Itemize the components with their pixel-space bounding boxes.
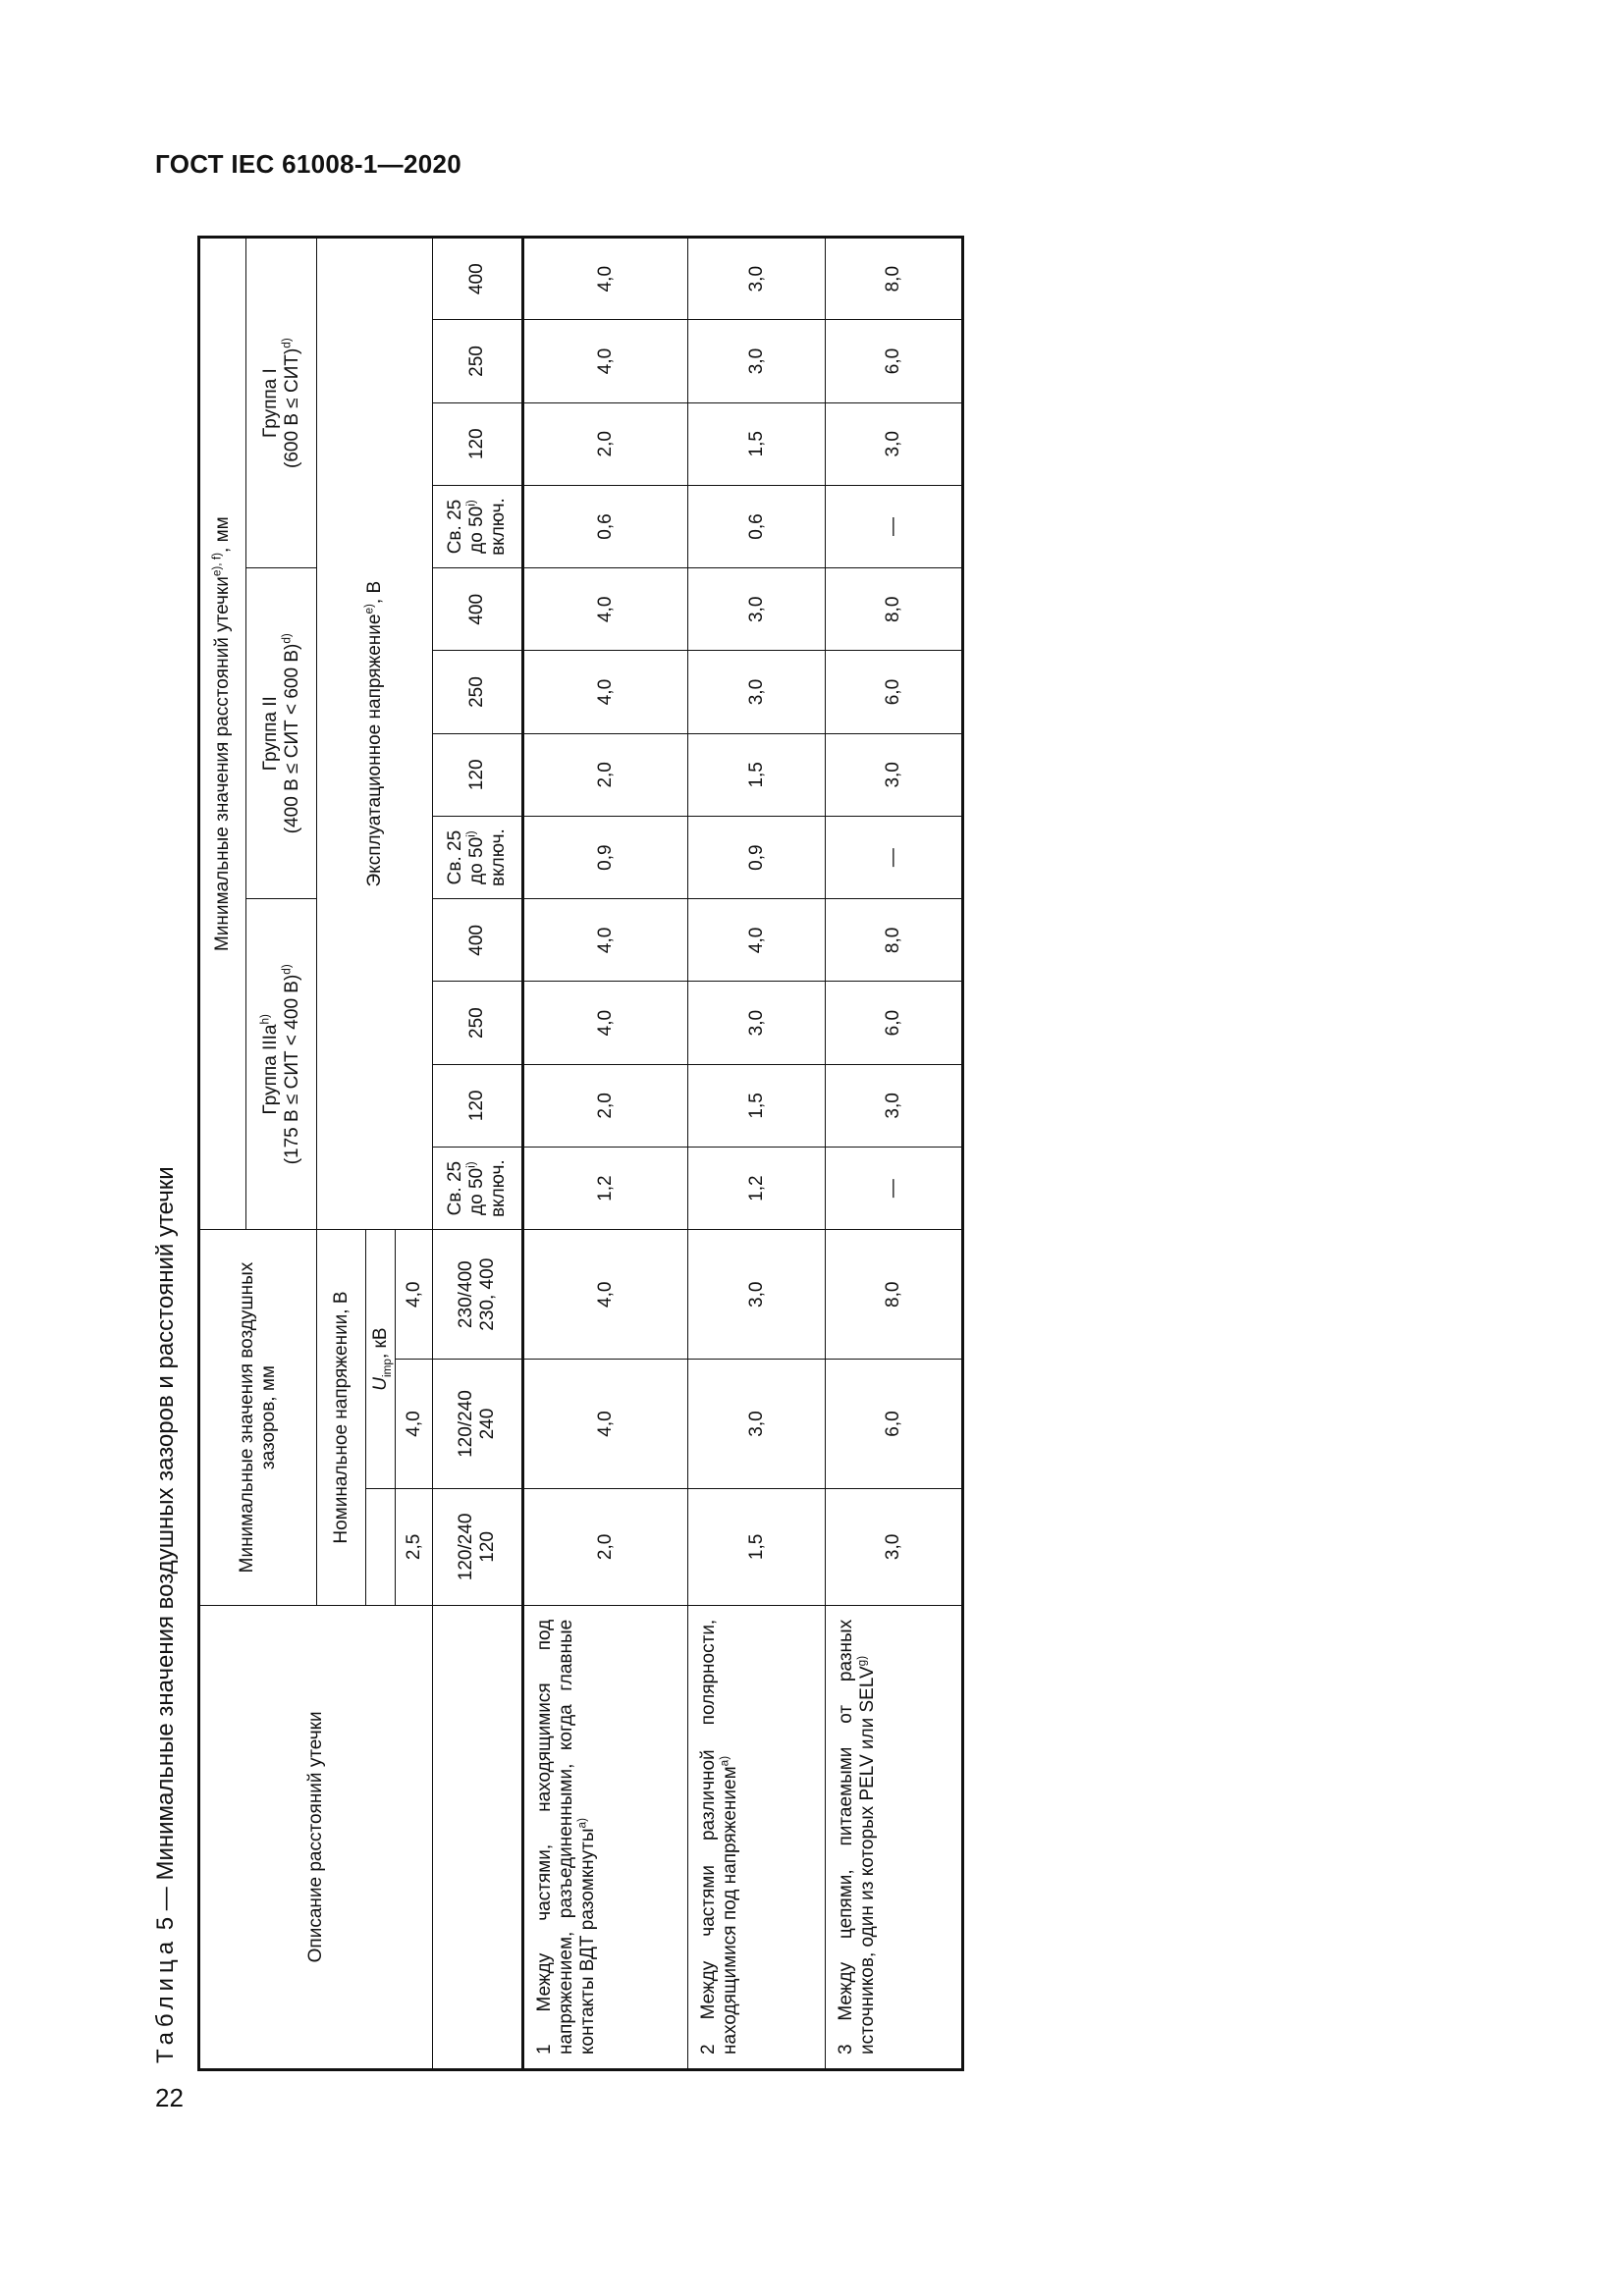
- creepage-value: 2,0: [523, 1064, 688, 1147]
- group-1-name: Группа I: [259, 368, 281, 438]
- creepage-value: 3,0: [688, 320, 826, 402]
- working-col-first-line3: включ.: [487, 498, 509, 556]
- row-description: [688, 1605, 826, 2069]
- working-voltage-text: Эксплуатационное напряжение: [363, 614, 385, 887]
- clearance-value: 8,0: [826, 1230, 963, 1360]
- clearance-value: 2,0: [523, 1488, 688, 1605]
- nominal-value: 230/400 230, 400: [433, 1230, 523, 1360]
- creepage-value: 3,0: [826, 402, 963, 485]
- group-3a-name-sup: h): [258, 1014, 272, 1025]
- working-col-first-line2: до 50: [466, 506, 488, 554]
- creepage-value: 0,6: [688, 485, 826, 567]
- row-description-text: 1 Между частями, находящимися под напряжением, разъединенными, когда главные контакты ВДТ разомкнуты: [534, 1619, 598, 2055]
- creepage-value: 1,2: [523, 1148, 688, 1230]
- creepage-value: 3,0: [826, 733, 963, 816]
- creepage-value: 1,5: [688, 402, 826, 485]
- working-col-first-sup: i): [464, 830, 478, 837]
- working-col-250: 250: [433, 320, 523, 402]
- uimp-value: 4,0: [396, 1230, 433, 1360]
- document-header: ГОСТ IEC 61008-1—2020: [155, 149, 461, 179]
- uimp-value: 2,5: [396, 1488, 433, 1605]
- creepage-value: 4,0: [523, 320, 688, 402]
- working-col-400: 400: [433, 568, 523, 651]
- working-voltage-header: [317, 238, 433, 1230]
- creepage-value: 2,0: [523, 402, 688, 485]
- creepage-header-unit: , мм: [212, 516, 234, 553]
- creepage-value: 4,0: [523, 899, 688, 982]
- clearance-value: 1,5: [688, 1488, 826, 1605]
- creepage-value: 4,0: [523, 568, 688, 651]
- working-col-400: 400: [433, 899, 523, 982]
- creepage-value: 6,0: [826, 982, 963, 1064]
- creepage-value: 4,0: [523, 651, 688, 733]
- table-row: [688, 238, 826, 2070]
- working-col-first-sup: i): [464, 1161, 478, 1168]
- working-voltage-unit: , В: [363, 580, 385, 605]
- creepage-value: 8,0: [826, 899, 963, 982]
- working-col-first-sup: i): [464, 500, 478, 507]
- working-col-first-line1: Св. 25: [445, 1160, 466, 1216]
- working-col-first-line1: Св. 25: [445, 499, 466, 555]
- uimp-header: [366, 1230, 396, 1489]
- clearance-value: 4,0: [523, 1230, 688, 1360]
- page-number: 22: [155, 2083, 184, 2112]
- creepage-value: 3,0: [688, 982, 826, 1064]
- creepage-value: 6,0: [826, 320, 963, 402]
- creepage-value: 0,6: [523, 485, 688, 567]
- nominal-value: 120/240 240: [433, 1360, 523, 1489]
- working-voltage-sup: e): [362, 604, 376, 614]
- uimp-sub: imp: [380, 1359, 394, 1378]
- working-col-250: 250: [433, 982, 523, 1064]
- working-col-250: 250: [433, 651, 523, 733]
- uimp-unit: , кВ: [369, 1327, 391, 1360]
- creepage-value: 4,0: [523, 238, 688, 320]
- creepage-value: —: [826, 485, 963, 567]
- creepage-value: 3,0: [826, 1064, 963, 1147]
- clearance-value: 3,0: [826, 1488, 963, 1605]
- uimp-symbol: U: [369, 1377, 391, 1391]
- nominal-value: 120/240 120: [433, 1488, 523, 1605]
- desc-subheader-empty: [433, 1605, 523, 2069]
- group-2-range: (400 В ≤ СИТ < 600 В): [281, 643, 302, 834]
- working-col-120: 120: [433, 733, 523, 816]
- row-description: [826, 1605, 963, 2069]
- creepage-header-text: Минимальные значения расстояний утечки: [212, 576, 234, 952]
- row-description-text: 2 Между частями различной полярности, находящимися под напряжением: [698, 1619, 740, 2055]
- creepage-header: [199, 238, 246, 1230]
- clearance-value: 4,0: [523, 1360, 688, 1489]
- clearance-value: 3,0: [688, 1230, 826, 1360]
- clearance-value: 3,0: [688, 1360, 826, 1489]
- group-3a-range-sup: d): [280, 964, 294, 975]
- group-2-name: Группа II: [259, 696, 281, 772]
- working-col-first-line2: до 50: [466, 836, 488, 884]
- table-row: [523, 238, 688, 2070]
- creepage-value: —: [826, 1148, 963, 1230]
- row-description-sup: a): [575, 1818, 589, 1829]
- creepage-value: 1,2: [688, 1148, 826, 1230]
- group-1-range: (600 В ≤ СИТ): [281, 347, 302, 468]
- working-col-400: 400: [433, 238, 523, 320]
- working-col-first-line3: включ.: [487, 1159, 509, 1218]
- caption-text: 5 — Минимальные значения воздушных зазоров и расстояний утечки: [152, 1166, 179, 1931]
- working-col-first: [433, 816, 523, 898]
- table-row: [826, 238, 963, 2070]
- row-description-sup: a): [718, 1755, 731, 1767]
- clearance-value: 6,0: [826, 1360, 963, 1489]
- table-caption: [152, 1166, 180, 2063]
- creepage-value: 4,0: [688, 899, 826, 982]
- working-col-first-line3: включ.: [487, 828, 509, 886]
- nominal-voltage-header: Номинальное напряжении, В: [317, 1230, 366, 1605]
- creepage-value: 1,5: [688, 733, 826, 816]
- uimp-empty-cell: [366, 1488, 396, 1605]
- row-description: [523, 1605, 688, 2069]
- creepage-header-sup: e), f): [210, 552, 224, 577]
- creepage-value: 3,0: [688, 568, 826, 651]
- creepage-value: 1,5: [688, 1064, 826, 1147]
- working-col-first-line2: до 50: [466, 1167, 488, 1215]
- clearance-header: Минимальные значения воздушных зазоров, мм: [199, 1230, 317, 1605]
- creepage-value: 0,9: [523, 816, 688, 898]
- creepage-value: 8,0: [826, 238, 963, 320]
- group-2-range-sup: d): [280, 633, 294, 644]
- working-col-first: [433, 1148, 523, 1230]
- row-description-sup: g): [855, 1655, 869, 1667]
- group-1-header: [246, 238, 317, 568]
- group-3a-range: (175 В ≤ СИТ < 400 В): [281, 974, 302, 1165]
- working-col-120: 120: [433, 402, 523, 485]
- rotated-table-area: [152, 226, 977, 2071]
- group-3a-header: [246, 899, 317, 1230]
- working-col-120: 120: [433, 1064, 523, 1147]
- row-description-text: 3 Между цепями, питаемыми от разных источников, один из которых PELV или SELV: [836, 1619, 878, 2055]
- desc-header: Описание расстояний утечки: [199, 1605, 433, 2069]
- creepage-value: 2,0: [523, 733, 688, 816]
- creepage-value: 8,0: [826, 568, 963, 651]
- working-col-first: [433, 485, 523, 567]
- working-col-first-line1: Св. 25: [445, 829, 466, 885]
- uimp-value: 4,0: [396, 1360, 433, 1489]
- creepage-value: 4,0: [523, 982, 688, 1064]
- creepage-value: —: [826, 816, 963, 898]
- creepage-value: 3,0: [688, 238, 826, 320]
- creepage-value: 6,0: [826, 651, 963, 733]
- creepage-value: 3,0: [688, 651, 826, 733]
- caption-prefix: Таблица: [152, 1936, 179, 2063]
- group-1-range-sup: d): [280, 338, 294, 348]
- group-3a-name: Группа IIIa: [259, 1024, 281, 1115]
- clearance-creepage-table: [197, 236, 964, 2071]
- group-2-header: [246, 568, 317, 899]
- creepage-value: 0,9: [688, 816, 826, 898]
